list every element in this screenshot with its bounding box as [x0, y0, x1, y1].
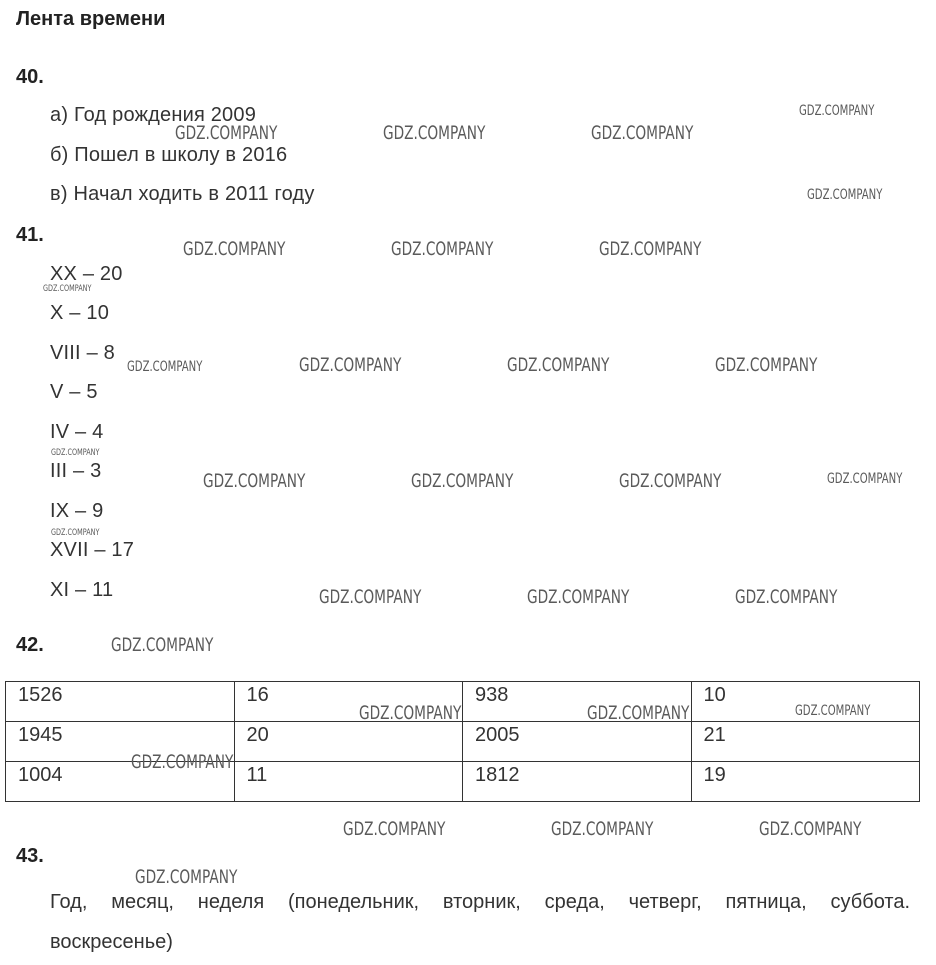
watermark: GDZ.COMPANY — [795, 703, 871, 719]
watermark: GDZ.COMPANY — [735, 586, 838, 608]
table-cell: 11 — [234, 762, 463, 802]
watermark: GDZ.COMPANY — [827, 471, 903, 487]
watermark: GDZ.COMPANY — [359, 702, 462, 724]
task-41-item: IV – 4 — [50, 421, 104, 443]
watermark: GDZ.COMPANY — [759, 818, 862, 840]
task-41-item: IX – 9 — [50, 500, 104, 522]
watermark: GDZ.COMPANY — [51, 528, 100, 538]
table-cell: 20 — [234, 722, 463, 762]
table-cell: 2005 — [463, 722, 692, 762]
task-40-line-c: в) Начал ходить в 2011 году — [50, 183, 315, 205]
watermark: GDZ.COMPANY — [587, 702, 690, 724]
table-cell: 10 — [691, 682, 920, 722]
table-cell: 1945 — [6, 722, 235, 762]
task-41-item: X – 10 — [50, 302, 110, 324]
watermark: GDZ.COMPANY — [319, 586, 422, 608]
table-cell: 938 — [463, 682, 692, 722]
table-cell: 19 — [691, 762, 920, 802]
table-cell: 1526 — [6, 682, 235, 722]
table-row — [6, 682, 920, 722]
task-41-item: XVII – 17 — [50, 539, 135, 561]
table-cell: 1004 — [6, 762, 235, 802]
task-41-item: V – 5 — [50, 381, 98, 403]
watermark: GDZ.COMPANY — [411, 470, 514, 492]
watermark: GDZ.COMPANY — [51, 448, 100, 458]
task-40-line-a: а) Год рождения 2009 — [50, 104, 257, 126]
task-41-item: XX – 20 — [50, 263, 123, 285]
task-42-table — [5, 681, 920, 802]
table-cell: 21 — [691, 722, 920, 762]
watermark: GDZ.COMPANY — [43, 284, 92, 294]
task-43-text: Год, месяц, неделя (понедельник, вторник, среда, четверг, пятница, суббота. воскресенье) — [50, 891, 910, 953]
task-40-line-b: б) Пошел в школу в 2016 — [50, 144, 288, 166]
task-40-number: 40. — [16, 66, 44, 88]
watermark: GDZ.COMPANY — [131, 751, 234, 773]
table-cell: 1812 — [463, 762, 692, 802]
watermark: GDZ.COMPANY — [299, 354, 402, 376]
watermark: GDZ.COMPANY — [599, 238, 702, 260]
watermark: GDZ.COMPANY — [527, 586, 630, 608]
watermark: GDZ.COMPANY — [111, 634, 214, 656]
watermark: GDZ.COMPANY — [799, 103, 875, 119]
task-42-number: 42. — [16, 634, 44, 656]
watermark: GDZ.COMPANY — [343, 818, 446, 840]
watermark: GDZ.COMPANY — [175, 122, 278, 144]
watermark: GDZ.COMPANY — [203, 470, 306, 492]
task-41-item: XI – 11 — [50, 579, 114, 601]
task-43-number: 43. — [16, 845, 44, 867]
watermark: GDZ.COMPANY — [591, 122, 694, 144]
watermark: GDZ.COMPANY — [383, 122, 486, 144]
watermark: GDZ.COMPANY — [391, 238, 494, 260]
watermark: GDZ.COMPANY — [507, 354, 610, 376]
watermark: GDZ.COMPANY — [551, 818, 654, 840]
watermark: GDZ.COMPANY — [183, 238, 286, 260]
task-41-number: 41. — [16, 224, 44, 246]
watermark: GDZ.COMPANY — [619, 470, 722, 492]
watermark: GDZ.COMPANY — [135, 866, 238, 888]
watermark: GDZ.COMPANY — [807, 187, 883, 203]
page-title: Лента времени — [16, 8, 166, 30]
table-cell: 16 — [234, 682, 463, 722]
task-41-item: VIII – 8 — [50, 342, 115, 364]
watermark: GDZ.COMPANY — [127, 359, 203, 375]
task-41-item: III – 3 — [50, 460, 102, 482]
watermark: GDZ.COMPANY — [715, 354, 818, 376]
